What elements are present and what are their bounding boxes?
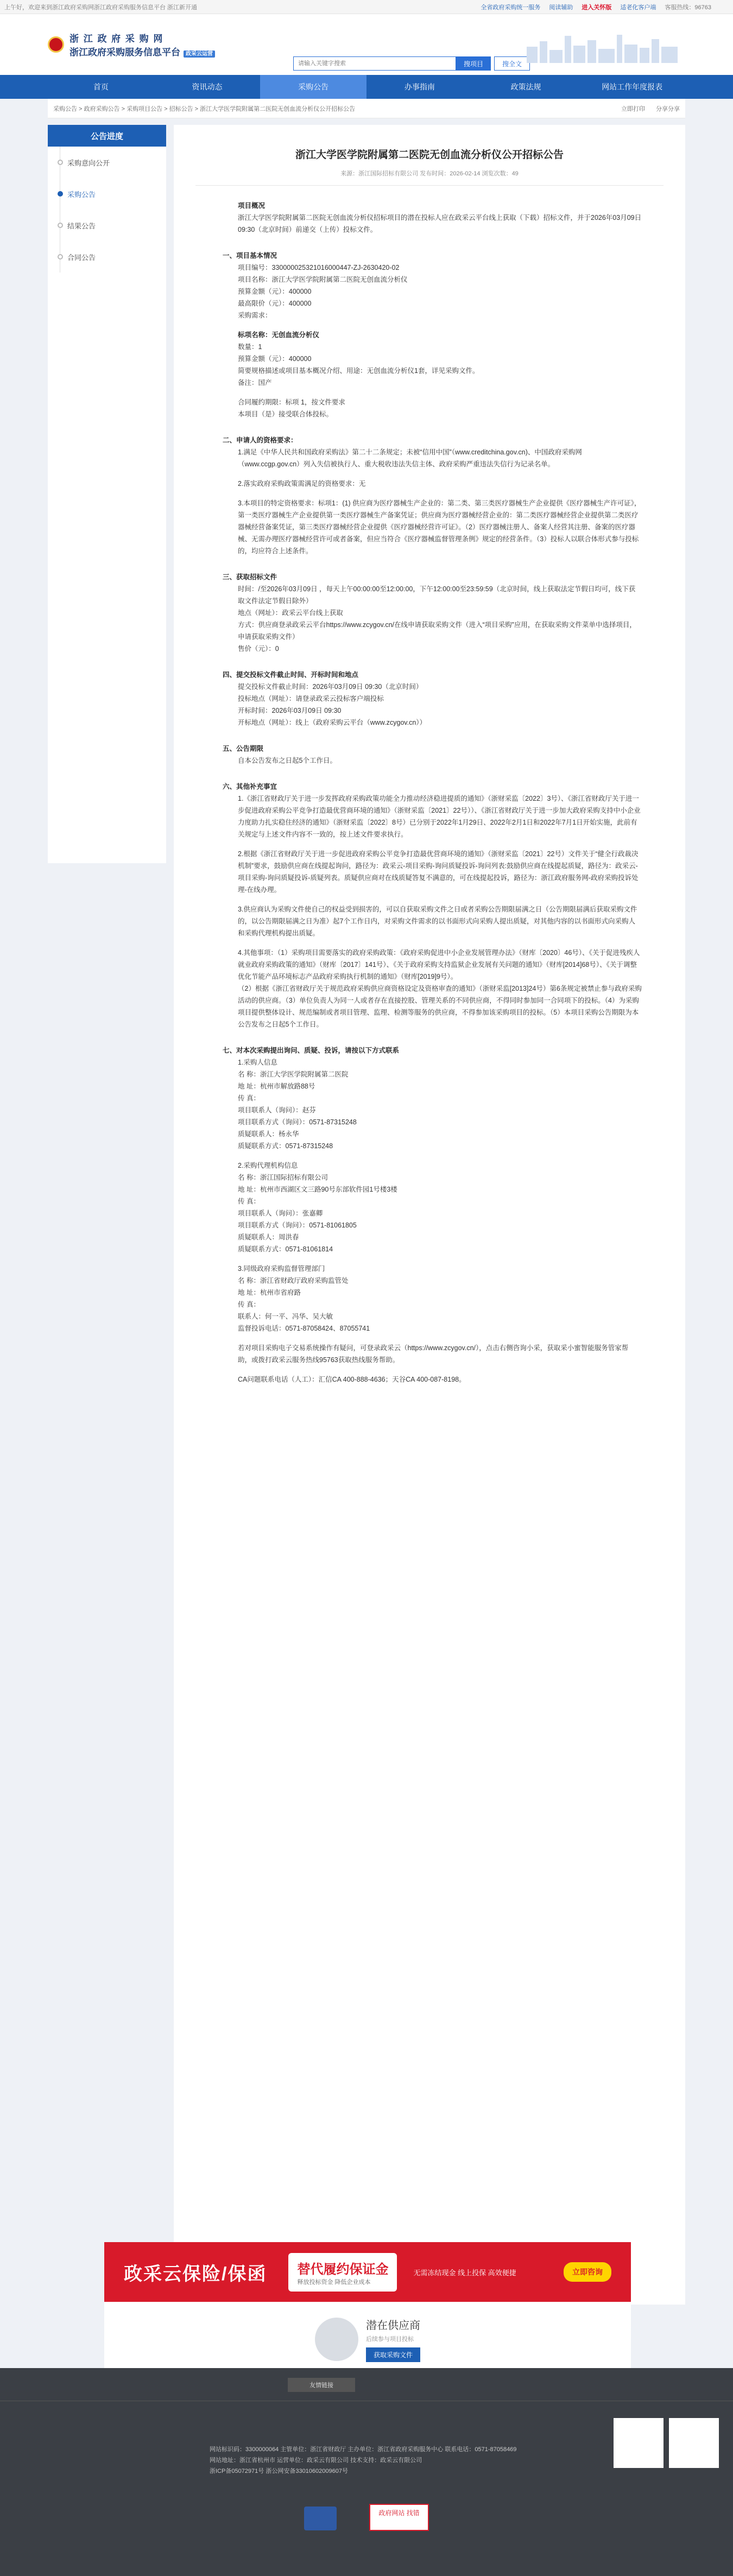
search-project-button[interactable]: 搜项目 bbox=[456, 56, 491, 71]
qr-code-icon bbox=[614, 2418, 664, 2468]
top-link-service[interactable]: 全省政府采购统一服务 bbox=[481, 4, 541, 11]
text-line: 自本公告发布之日起5个工作日。 bbox=[238, 757, 337, 764]
banner-cta-button[interactable]: 立即咨询 bbox=[564, 2262, 611, 2282]
text-line: 方式：供应商登录政采云平台https://www.zcygov.cn/在线申请获取采购文件（进入“项目采购”应用，在获取采购文件菜单中选择项目，申请获取采购文件） bbox=[238, 621, 636, 641]
nav-policy[interactable]: 政策法规 bbox=[510, 83, 541, 91]
section-heading: 二、申请人的资格要求： bbox=[223, 436, 298, 444]
supplier-sub: 后续参与项目投标 bbox=[365, 2336, 414, 2343]
text-line: 地点（网址）：政采云平台线上获取 bbox=[238, 609, 343, 617]
section-heading: 三、获取招标文件 bbox=[223, 573, 277, 581]
skyline-decoration bbox=[521, 30, 684, 63]
gov-badge-icon[interactable] bbox=[304, 2507, 337, 2530]
text-line: 最高限价（元）：400000 bbox=[238, 300, 312, 307]
section-heading: 六、其他补充事宜 bbox=[223, 783, 277, 790]
nav-annual-report[interactable]: 网站工作年度报表 bbox=[602, 83, 663, 91]
text-line: 时间：/至2026年03月09日 ，每天上午00:00:00至12:00:00，下午12:00:00至23:59:59（北京时间，线上获取法定节假日均可，线下获取文件法定节假日除外） bbox=[238, 585, 636, 605]
search-fulltext-button[interactable]: 搜全文 bbox=[494, 56, 530, 71]
step-dot-icon bbox=[58, 160, 63, 165]
text-line: 质疑联系人：杨永华 bbox=[238, 1130, 299, 1138]
text-line: 预算金额（元）：400000 bbox=[238, 355, 312, 363]
emblem-icon bbox=[48, 36, 64, 53]
top-link-reading[interactable]: 阅读辅助 bbox=[549, 4, 573, 11]
section-heading: 四、提交投标文件截止时间、开标时间和地点 bbox=[223, 671, 359, 679]
text-line: 3.同级政府采购监督管理部门 bbox=[238, 1265, 325, 1273]
text-line: 质疑联系方式：0571-81061814 bbox=[238, 1245, 333, 1253]
banner-box bbox=[288, 2253, 397, 2292]
text-line: 备注：国产 bbox=[238, 379, 272, 387]
qr-code-icon bbox=[669, 2418, 719, 2468]
text-line: 标项名称：无创血流分析仪 bbox=[238, 331, 320, 339]
text-line: CA问题联系电话（人工）：汇信CA 400-888-4636；天谷CA 400-087-8198。 bbox=[238, 1376, 466, 1383]
text-line: 地 址：杭州市解放路88号 bbox=[238, 1083, 315, 1090]
sidebar-item-intent[interactable]: 采购意向公开 bbox=[48, 147, 166, 178]
text-line: 2.根据《浙江省财政厅关于进一步促进政府采购公平竞争打造最优营商环境的通知》（浙财采监〔2021〕22号）文件关于“健全行政裁决机制”要求，鼓励供应商在线提起询问，路径为：政采云-项目采购-询问质疑投诉-询问列表:鼓励供应商在线提起质疑，路径为：政采云-项目采购-询问质疑投诉-质疑列表。质疑供应商对在线质疑答复不满意的，可在线提起投诉，路径为：浙江政府服务网-政府采购投诉处理-在线办理。 bbox=[238, 850, 639, 894]
text-line: 采购需求： bbox=[238, 312, 272, 319]
page-title: 浙江大学医学院附属第二医院无创血流分析仪公开招标公告 bbox=[295, 149, 564, 161]
text-line: 3.供应商认为采购文件使自己的权益受到损害的，可以自获取采购文件之日或者采购公告期限届满之日（公告期限届满后获取采购文件的，以公告期限届满之日为准）起7个工作日内，对采购文件需求的以书面形式向采购人提出质疑，对其他内容的以书面形式向采购人和采购代理机构提出质疑。 bbox=[238, 906, 637, 937]
logo-tag: 政采云运营 bbox=[184, 50, 215, 58]
footer-line: 网站地址：浙江省杭州市 运营单位：政采云有限公司 技术支持：政采云有限公司 bbox=[210, 2457, 422, 2464]
nav-news[interactable]: 资讯动态 bbox=[192, 83, 223, 91]
hotline-text: 客服热线：96763 bbox=[665, 4, 711, 11]
step-dot-icon bbox=[58, 223, 63, 228]
sidebar-item-result[interactable]: 结果公告 bbox=[48, 210, 166, 241]
banner-note: 无需冻结现金 线上投保 高效便捷 bbox=[413, 2268, 516, 2277]
text-line: 名 称：浙江大学医学院附属第二医院 bbox=[238, 1071, 349, 1078]
breadcrumb bbox=[48, 99, 685, 118]
section-heading: 五、公告期限 bbox=[223, 745, 264, 752]
text-line: 简要规格描述或项目基本概况介绍、用途：无创血流分析仪1套，详见采购文件。 bbox=[238, 367, 479, 375]
top-bar bbox=[0, 0, 733, 14]
section-2 bbox=[195, 434, 664, 557]
text-line: 3.本项目的特定资格要求：标项1：(1) 供应商为医疗器械生产企业的：第二类、第三类医疗器械生产企业提供《医疗器械生产许可证》，第一类医疗器械生产企业提供第一类医疗器械生产备案凭证；供应商为医疗器械经营企业的：第二类医疗器械经营企业提供第二类医疗器械经营备案凭证，第三类医疗器械经营企业提供《医疗器械经营许可证》。（2）医疗器械注册人、备案人经营其注册、备案的医疗器械、无需办理医疗器械经营许可或者备案，但应当符合《医疗器械监督管理条例》规定的经营条件。（3）投标人以联合体形式参与投标的，均应符合上述条件。 bbox=[238, 499, 641, 555]
text-line: 监督投诉电话：0571-87058424、87055741 bbox=[238, 1325, 370, 1332]
text-line: 提交投标文件截止时间：2026年03月09日 09:30（北京时间） bbox=[238, 683, 423, 691]
nav-guide[interactable]: 办事指南 bbox=[404, 83, 435, 91]
text-line: 合同履约期限：标项 1，按文件要求 bbox=[238, 398, 345, 406]
text-line: 开标时间：2026年03月09日 09:30 bbox=[238, 707, 342, 714]
text-line: 2.落实政府采购政策需满足的资格要求：无 bbox=[238, 480, 366, 488]
site-header bbox=[0, 14, 733, 75]
text-line: （2）根据《浙江省财政厅关于规范政府采购供应商资格设定及资格审查的通知》（浙财采监[2013]24号）第6条规定被禁止参与政府采购活动的供应商。（3）单位负责人为同一人或者存在直接控股、管理关系的不同供应商，不得同时参加同一合同项下的投标。（4）为采购项目提供整体设计、规范编制或者项目管理、监理、检测等服务的供应商，不得参加该采购项目的投标。（5）本项目采购公告期限为本公告发布之日起5个工作日。 bbox=[238, 985, 642, 1028]
print-button[interactable]: 立即打印 bbox=[621, 105, 645, 112]
footer-line: 浙ICP备05072971号 浙公网安备33010602009607号 bbox=[210, 2468, 348, 2474]
footer-info bbox=[210, 2444, 516, 2477]
section-5 bbox=[195, 743, 664, 767]
text-line: 预算金额（元）：400000 bbox=[238, 288, 312, 295]
insurance-banner[interactable] bbox=[104, 2242, 631, 2302]
nav-home[interactable]: 首页 bbox=[93, 83, 109, 91]
get-documents-button[interactable]: 获取采购文件 bbox=[366, 2347, 420, 2362]
progress-sidebar bbox=[48, 125, 166, 863]
text-line: 传 真： bbox=[238, 1301, 260, 1308]
supplier-title: 潜在供应商 bbox=[365, 2320, 420, 2332]
sidebar-title: 公告进度 bbox=[48, 125, 166, 147]
footer-line: 网站标识码：3300000064 主管单位：浙江省财政厅 主办单位：浙江省政府采购服务中心 联系电话：0571-87058469 bbox=[210, 2446, 517, 2453]
top-link-care[interactable]: 进入关怀版 bbox=[582, 4, 612, 11]
text-line: 1.采购人信息 bbox=[238, 1059, 277, 1066]
text-line: 开标地点（网址）：线上（政府采购云平台（www.zcygov.cn）） bbox=[238, 719, 427, 726]
text-line: 质疑联系人：周洪春 bbox=[238, 1233, 299, 1241]
text-line: 质疑联系方式：0571-87315248 bbox=[238, 1142, 333, 1150]
error-report-badge[interactable]: 政府网站 找错 bbox=[369, 2504, 429, 2531]
supplier-card bbox=[104, 2302, 631, 2377]
article-meta: 来源：浙江国际招标有限公司 发布时间：2026-02-14 浏览次数：49 bbox=[195, 169, 664, 186]
summary-body: 浙江大学医学院附属第二医院无创血流分析仪招标项目的潜在投标人应在政采云平台线上获取（下载）招标文件，并于2026年03月09日 09:30（北京时间）前递交（上传）投标文件。 bbox=[238, 214, 642, 233]
sidebar-item-contract[interactable]: 合同公告 bbox=[48, 241, 166, 273]
top-link-elderly[interactable]: 适老化客户端 bbox=[620, 4, 656, 11]
text-line: 若对项目采购电子交易系统操作有疑问，可登录政采云（https://www.zcygov.cn/），点击右侧咨询小采，获取采小蜜智能服务管家帮助，或拨打政采云服务热线95763获取热线服务帮助。 bbox=[238, 1344, 629, 1364]
main-nav bbox=[0, 75, 733, 99]
text-line: 1.《浙江省财政厅关于进一步发挥政府采购政策功能全力推动经济稳进提质的通知》（浙财采监〔2022〕3号）、《浙江省财政厅关于进一步促进政府采购公平竞争打造最优营商环境的通知》（浙财采监〔2021〕22号））、《浙江省财政厅关于进一步加大政府采购支持中小企业力度助力扎实稳住经济的通知》（浙财采监〔2022〕8号）已分别于2022年1月29日、2022年2月1日和2022年7月1日开始实施，此前有关规定与上述文件内容不一致的，按上述文件要求执行。 bbox=[238, 795, 641, 838]
text-line: 项目联系方式（询问）：0571-87315248 bbox=[238, 1118, 357, 1126]
section-6 bbox=[195, 781, 664, 1030]
site-logo[interactable] bbox=[48, 31, 215, 58]
sidebar-item-announcement[interactable]: 采购公告 bbox=[48, 178, 166, 210]
text-line: 4.其他事项：（1）采购项目需要落实的政府采购政策：《政府采购促进中小企业发展管理办法》（财库〔2020〕46号）、《关于促进残疾人就业政府采购政策的通知》（财库〔2017〕141号）、《关于政府采购支持监狱企业发展有关问题的通知》（财库[2014]68号）、《关于调整优化节能产品环境标志产品政府采购执行机制的通知》（财库[2019]9号）。 bbox=[238, 949, 640, 980]
logo-line1: 浙 江 政 府 采 购 网 bbox=[69, 34, 164, 44]
search-input[interactable] bbox=[293, 56, 456, 71]
text-line: 售价（元）：0 bbox=[238, 645, 279, 653]
text-line: 投标地点（网址）：请登录政采云投标客户端投标 bbox=[238, 695, 384, 702]
text-line: 本项目（是）接受联合体投标。 bbox=[238, 410, 333, 418]
text-line: 项目联系人（询问）：张嘉卿 bbox=[238, 1210, 323, 1217]
site-footer bbox=[0, 2368, 733, 2576]
section-7 bbox=[195, 1045, 664, 1385]
breadcrumb-path[interactable]: 采购公告 > 政府采购公告 > 采购项目公告 > 招标公告 > 浙江大学医学院附属第二医院无创血流分析仪公开招标公告 bbox=[53, 105, 356, 112]
section-3 bbox=[195, 571, 664, 655]
text-line: 项目名称：浙江大学医学院附属第二医院无创血流分析仪 bbox=[238, 276, 408, 283]
avatar-icon bbox=[315, 2318, 358, 2361]
text-line: 数量：1 bbox=[238, 343, 262, 351]
text-line: 名 称：浙江省财政厅政府采购监管处 bbox=[238, 1277, 349, 1284]
banner-box-sub: 释放投标资金 降低企业成本 bbox=[297, 2278, 371, 2286]
text-line: 传 真： bbox=[238, 1198, 260, 1205]
text-line: 项目编号：330000025321016000447-ZJ-2630420-02 bbox=[238, 264, 400, 271]
summary-heading: 项目概况 bbox=[238, 202, 266, 210]
text-line: 地 址：杭州市西湖区文三路90号东部软件园1号楼3楼 bbox=[238, 1186, 397, 1193]
section-heading: 七、对本次采购提出询问、质疑、投诉，请按以下方式联系 bbox=[223, 1047, 400, 1054]
section-1 bbox=[195, 250, 664, 420]
text-line: 地 址：杭州市省府路 bbox=[238, 1289, 301, 1296]
section-4 bbox=[195, 669, 664, 729]
text-line: 1.满足《中华人民共和国政府采购法》第二十二条规定；未被“信用中国”（www.creditchina.gov.cn)、中国政府采购网（www.ccgp.gov.cn）列入失信被执行人、重大税收违法失信主体、政府采购严重违法失信行为记录名单。 bbox=[238, 448, 582, 468]
friend-links-button[interactable]: 友情链接 bbox=[288, 2378, 355, 2392]
summary-section bbox=[195, 200, 664, 236]
welcome-text: 上午好，欢迎来到浙江政府采购网浙江政府采购服务信息平台 浙江新开通 bbox=[4, 4, 198, 11]
banner-title: 政采云保险/保函 bbox=[124, 2263, 267, 2284]
step-dot-icon bbox=[58, 254, 63, 260]
section-heading: 一、项目基本情况 bbox=[223, 252, 277, 260]
text-line: 项目联系方式（询问）：0571-81061805 bbox=[238, 1221, 357, 1229]
text-line: 传 真： bbox=[238, 1094, 260, 1102]
text-line: 2.采购代理机构信息 bbox=[238, 1162, 298, 1169]
share-button[interactable]: 分享分享 bbox=[656, 105, 680, 112]
text-line: 项目联系人（询问）：赵芬 bbox=[238, 1106, 316, 1114]
step-dot-icon bbox=[58, 191, 63, 197]
banner-box-title: 替代履约保证金 bbox=[297, 2262, 389, 2277]
text-line: 名 称：浙江国际招标有限公司 bbox=[238, 1174, 328, 1181]
search-bar bbox=[293, 56, 530, 71]
announcement-content bbox=[174, 125, 685, 2305]
nav-announcements[interactable]: 采购公告 bbox=[260, 75, 366, 99]
text-line: 联系人：何一平、冯华、吴大敏 bbox=[238, 1313, 333, 1320]
logo-line2: 浙江政府采购服务信息平台 政采云运营 bbox=[69, 45, 215, 58]
